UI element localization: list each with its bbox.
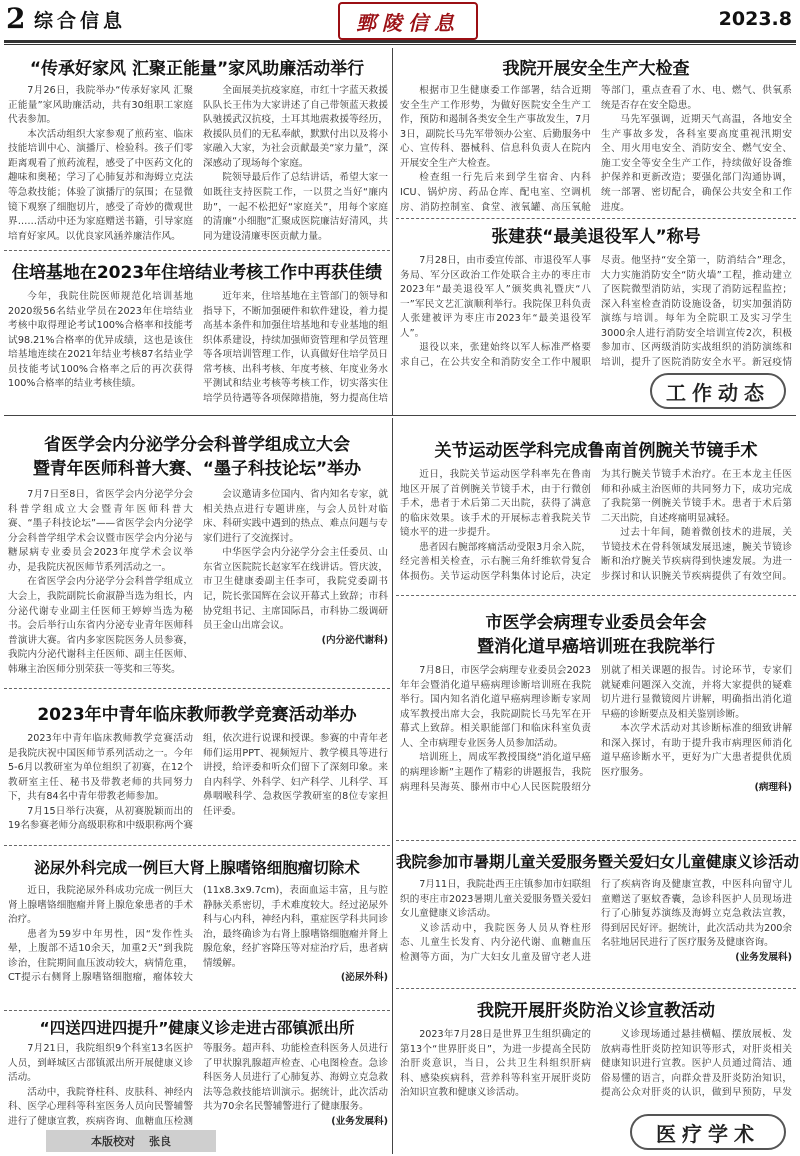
article-divider xyxy=(4,688,390,689)
article-title: 市医学会病理专业委员会年会 xyxy=(485,613,707,633)
proofreader-box xyxy=(46,1130,216,1152)
article-title: 2023年中青年临床教师教学竞赛活动举办 xyxy=(37,705,357,725)
paragraph: 2023年7月28日是世界卫生组织确定的第13个“世界肝炎日”，为进一步提高全民防治肝炎意识，当日，公共卫生科组织肝病科、感染疾病科，营养科等科室开展肝炎防治知识宣教和健康义诊活动。 xyxy=(400,1029,591,1099)
masthead-rule xyxy=(4,40,796,43)
paragraph: 中华医学会内分泌学分会主任委员、山东省立医院院长赵家军在线讲话。管庆波，市卫生健康委副主任李可，我院党委副书记，院长张国辉在会议开幕式上致辞；市科协党组书记、主席国际昌，市科协二级调研员王金山出席会议。 xyxy=(203,547,388,632)
page-number: 2 xyxy=(6,2,26,35)
article-byline: (业务发展科) xyxy=(735,951,792,963)
article-title: 关节运动医学科完成鲁南首例腕关节镜手术 xyxy=(434,441,758,461)
paragraph: 2023年中青年临床教师教学竞赛活动是我院庆祝中国医师节系列活动之一。今年5-6月以教研室为单位组织了初赛，在12个教研室主任、秘书及带教老师的共同努力下，共有84名中青年带教老师参加。 xyxy=(8,733,193,803)
article-byline: (业务发展科) xyxy=(331,1115,388,1127)
paragraph: 7月28日，由市委宣传部、市退役军人事务局、军分区政治工作处联合主办的枣庄市2023年“最美退役军人”颁奖典礼暨庆“八一”军民文艺汇演顺利举行。我院保卫科负责人张建被评为枣庄市2023年“最美退役军人”。 xyxy=(400,255,591,339)
article-body xyxy=(400,1028,792,1112)
article-title: “四送四进四提升”健康义诊走进古邵镇派出所 xyxy=(39,1019,355,1037)
paragraph: 7月21日，我院组织9个科室13名医护人员，到峄城区古邵镇派出所开展健康义诊活动。 xyxy=(8,1043,193,1084)
article-divider xyxy=(396,595,796,596)
paragraph: 马先军强调，近期天气高温，各地安全生产事故多发，各科室要高度重视汛期安全、用火用电安全、消防安全、燃气安全、施工安全等安全生产工作，持续做好设备维护保养和更新改造；要强化部门沟通协调，统一部署、密切配合，确保公共安全和工作进度。 xyxy=(601,114,792,213)
newspaper-logo: 鄄陵信息 xyxy=(338,2,478,40)
paragraph: 义诊现场通过悬挂横幅、摆放展板、发放病毒性肝炎防控知识等形式，对肝炎相关健康知识进行宣教。医护人员通过简洁、通俗易懂的语言，向群众普及肝炎防治知识，提高公众对肝炎的认识，做到早预防，早发 xyxy=(601,1029,792,1099)
article-byline: (内分泌代谢科) xyxy=(321,634,388,646)
article-title: 我院参加市暑期儿童关爱服务暨关爱妇女儿童健康义诊活动 xyxy=(396,853,800,871)
article-body xyxy=(400,254,792,374)
paragraph: 患者为59岁中年男性，因“发作性头晕，上腹部不适10余天，加重2天”到我院诊治，住院期间血压波动较大，病情危重，CT提示右侧肾上腺嗜铬细胞瘤，瘤体较大(11x8.3x9.7cm)，表面血运丰富，且与腔静脉关系密切，手术难度较大。经过泌尿外科与心内科，神经内科，重症医学科共同诊治，最终确诊为右肾上腺嗜铬细胞瘤并肾上腺危象，经扩容降压等对症治疗后，患者病情缓解。 xyxy=(8,885,388,984)
article-body xyxy=(400,664,792,838)
article-title: 泌尿外科完成一例巨大肾上腺嗜铬细胞瘤切除术 xyxy=(34,859,360,877)
issue-date: 2023.8 xyxy=(718,8,792,30)
article-title: “传承好家风 汇聚正能量”家风助廉活动举行 xyxy=(29,59,365,79)
paragraph: 今年，我院住院医师规范化培训基地2020级56名结业学员在2023年住培结业考核中取得理论考试100%合格率和技能考试98.21%合格率的优异成绩，这也是该住培基地连续在2021年结业考核87名结业学员技能考试100%合格率之后的再次获得100%合格率的结业考核佳绩。 xyxy=(8,291,193,390)
section-divider xyxy=(4,415,796,416)
article-divider xyxy=(396,218,796,219)
article-title: 我院开展安全生产大检查 xyxy=(502,59,690,79)
paragraph: 7月26日，我院举办“传承好家风 汇聚正能量”家风助廉活动，共有30组职工家庭代表参加。 xyxy=(8,85,193,126)
section-badge-medical: 医疗学术 xyxy=(630,1114,786,1150)
article-subtitle: 暨消化道早癌培训班在我院举行 xyxy=(477,637,715,657)
paragraph: 近日，我院关节运动医学科率先在鲁南地区开展了首例腕关节镜手术，由于行微创手术，患者于术后第二天出院，获得了满意的临床效果。该手术的开展标志着我院关节镜水平的进一步提升。 xyxy=(400,469,591,539)
article-title: 张建获“最美退役军人”称号 xyxy=(491,227,701,247)
paragraph: 近年来，住培基地在主管部门的领导和指导下，不断加强硬件和软件建设，着力提高基本条件和加强住培基地和专业基地的组织体系建设，持续加强师资管理和学员管理等各项培训管理工作，认真做好住培学员日常考核、出科考核、年度考核、年度业务水平测试和结业考核等考核工作，切实落实住培学员待遇等各项保障措施，努力提高住培 xyxy=(203,291,388,405)
masthead-rule-thin xyxy=(4,44,796,45)
paragraph: 7月11日，我院赴西王庄镇参加市妇联组织的枣庄市2023暑期儿童关爱服务暨关爱妇女儿童健康义诊活动。 xyxy=(400,879,591,920)
paragraph: 本次活动组织大家参观了煎药室、临床技能培训中心、演播厅、检验科。孩子们零距离观看了煎药流程，感受了中医药文化的趣味和奥秘；学习了心肺复苏和海姆立克法等急救技能；体验了演播厅的氛围；在显微镜下观察了细胞切片，感受了奇妙的微观世界……活动中还为家庭赠送书籍，引导家庭培育好家风。以优良家风涵养廉洁作风。 xyxy=(8,128,193,242)
paragraph: 全面展美抗疫家庭，市红十字蓝天救援队队长王伟为大家讲述了自己带领蓝天救援队驰援武汉抗疫，土耳其地震救援等经历，救援队员们的无私奉献，默默付出以及将小家融入大家，为社会贡献最美“家力量”，深深感动了现场每个家庭。 xyxy=(203,85,388,169)
paragraph: 7月7日至8日，省医学会内分泌学分会科普学组成立大会暨青年医师科普大赛、“墨子科技论坛”——省医学会内分泌学分会科普学组学术会议暨市医学会内分泌与糖尿病专业委员会2023年度学术会议举办，是我院庆祝医师节系列活动之一。 xyxy=(8,489,193,573)
paragraph: 患者因右腕部疼痛活动受限3月余入院，经完善相关检查，示右腕三角纤维软骨复合体损伤。关节运动医学科集体讨论后，决定为其行腕关节镜手术治疗。在王本龙主任医师和孙威主治医师的共同努力下，成功完成了我院第一例腕关节镜手术。患者于术后第二天出院，自述疼痛明显减轻。 xyxy=(400,469,792,583)
paragraph: 院领导最后作了总结讲话，希望大家一如既往支持医院工作，一以贯之当好“廉内助”，一起不松把好“家庭关”，用每个家庭的清廉“小细胞”汇聚成医院廉洁好清风，共同为建设清廉枣医贡献力量。 xyxy=(203,172,388,242)
column-divider xyxy=(392,48,393,415)
column-divider xyxy=(392,418,393,1154)
paragraph: 培训班上，周成军教授围绕“消化道早癌的病理诊断”主题作了精彩的讲题报告，我院病理科吴海英、滕州市中心人民医院殷绍分别就了相关课题的报告。讨论环节，专家们就疑难问题深入交流，并将大家提供的疑难切片进行显微镜阅片讲解，明确指出消化道早癌的诊断要点及相关鉴别诊断。 xyxy=(400,665,792,793)
paragraph: 退役以来，张建始终以军人标准严格要求自己，在公共安全和消防安全工作中履职尽责。他坚持“安全第一，防消结合”理念，大力实施消防安全“防火墙”工程，推动建立了医院微型消防站，实现了消防远程监控；深入科室检查消防设施设备，切实加强消防演练与培训。每年为全院职工及实习学生3000余人进行消防安全培训宣传2次，积极参加市、区两级消防实战组织的消防演练和培训，提升了医院消防安全水平。新冠疫情 xyxy=(400,255,792,369)
article-divider xyxy=(4,845,390,846)
proofreader-label: 本版校对 xyxy=(91,1135,135,1148)
article-body xyxy=(8,290,388,412)
paragraph: 会议邀请多位国内、省内知名专家，就相关热点进行专题讲座，与会人员针对临床、科研实践中遇到的热点、难点问题与专家们进行了交流探讨。 xyxy=(203,489,388,544)
section-badge-work: 工作动态 xyxy=(650,373,786,409)
article-divider xyxy=(396,988,796,989)
paragraph: 检查组一行先后来到学生宿舍、内科ICU、锅炉房、药品仓库、配电室、空调机房、消防控制室、食堂、液氧罐、高压氧舱等部门，重点查看了水、电、燃气、供氧系统是否存在安全隐患。 xyxy=(400,85,792,213)
article-byline: (病理科) xyxy=(754,781,792,793)
article-divider xyxy=(4,1010,390,1011)
article-body xyxy=(8,84,388,248)
paragraph: 根据市卫生健康委工作部署，结合近期安全生产工作形势，为做好医院安全生产工作，预防和遏制各类安全生产事故发生，7月3日，副院长马先军带领办公室、后勤服务中心、宣传科、器械科、信息科负责人在院内开展安全生产大检查。 xyxy=(400,85,591,169)
article-body xyxy=(8,488,388,684)
article-body xyxy=(400,84,792,216)
paragraph: 7月8日，市医学会病理专业委员会2023年年会暨消化道早癌病理诊断培训班在我院举行。国内知名消化道早癌病理诊断专家周成军教授出席大会，我院副院长马先军在开幕式上致辞。相关职能部门和临床科室负责人、全市病理专业医务人员参加活动。 xyxy=(400,665,591,749)
paragraph: 活动中，我院脊柱科、皮肤科、神经内科、医学心理科等科室医务人员向民警辅警进行了健康宣教，疾病咨询、血糖血压检测等服务。超声科、功能检查科医务人员进行了甲状腺乳腺超声检查、心电图检查。急诊科医务人员进行了心肺复苏、海姆立克急救法等急救技能培训演示。据统计，此次活动共为70余名民警辅警进行了健康服务。 xyxy=(8,1043,388,1127)
article-body xyxy=(400,468,792,593)
article-title: 住培基地在2023年住培结业考核工作中再获佳绩 xyxy=(11,263,383,283)
article-body xyxy=(8,732,388,842)
section-title: 综合信息 xyxy=(34,10,127,32)
article-title: 省医学会内分泌学分会科普学组成立大会 xyxy=(44,435,350,455)
article-body xyxy=(400,878,792,986)
paragraph: 近日，我院泌尿外科成功完成一例巨大肾上腺嗜铬细胞瘤并肾上腺危象患者的手术治疗。 xyxy=(8,885,193,926)
paragraph: 过去十年间，随着微创技术的进展，关节镜技术在骨科领域发展迅速，腕关节镜诊断和治疗腕关节疾病得到快速发展。为进一步探讨和认识腕关节疾病提供了有效空间。 xyxy=(601,527,792,583)
article-divider xyxy=(4,250,390,251)
article-body xyxy=(8,884,388,1008)
article-title: 我院开展肝炎防治义诊宣教活动 xyxy=(477,1001,715,1021)
article-byline: (泌尿外科) xyxy=(340,972,388,984)
article-divider xyxy=(396,840,796,841)
article-subtitle: 暨青年医师科普大赛、“墨子科技论坛”举办 xyxy=(32,459,362,479)
paragraph: 在省医学会内分泌学分会科普学组成立大会上，我院副院长俞淑静当选为组长，内分泌代谢专业副主任医师王婷婷当选为秘书。会后举行山东省内分泌专业青年医师科普演讲大赛。省内多家医院医务人员参赛，我院内分泌代谢科主任医师、副主任医师、韩琳主治医师分别荣获一等奖和三等奖。 xyxy=(8,576,193,675)
paragraph: 义诊活动中，我院医务人员从脊柱形态、儿童生长发育、内分泌代谢、血糖血压检测等方面，为广大妇女儿童及留守老人进行了疾病咨询及健康宣教，中医科向留守儿童赠送了驱蚊香囊，急诊科医护人员现场进行了心肺复苏演练及海姆立克急救法宣教，得到居民好评。据统计，此次活动共为200余名驻地居民进行了医疗服务及健康咨询。 xyxy=(400,879,792,963)
masthead xyxy=(0,0,800,46)
paragraph: 本次学术活动对其诊断标准的细致讲解和深入探讨，有助于提升我市病理医师消化道早癌诊断水平，更好为广大患者提供优质医疗服务。 xyxy=(601,723,792,779)
proofreader-name: 张良 xyxy=(149,1135,171,1148)
paragraph: 7月15日举行决赛，从初赛脱颖而出的19名参赛老师分高级职称和中级职称两个赛组，依次进行说课和授课。参赛的中青年老师们运用PPT、视频短片、教学模具等进行讲授，给评委和听众们留下了深刻印象。来自内科学、外科学、妇产科学、儿科学、耳鼻咽喉科学、急救医学教研室的8位专家担任评委。 xyxy=(8,733,388,832)
